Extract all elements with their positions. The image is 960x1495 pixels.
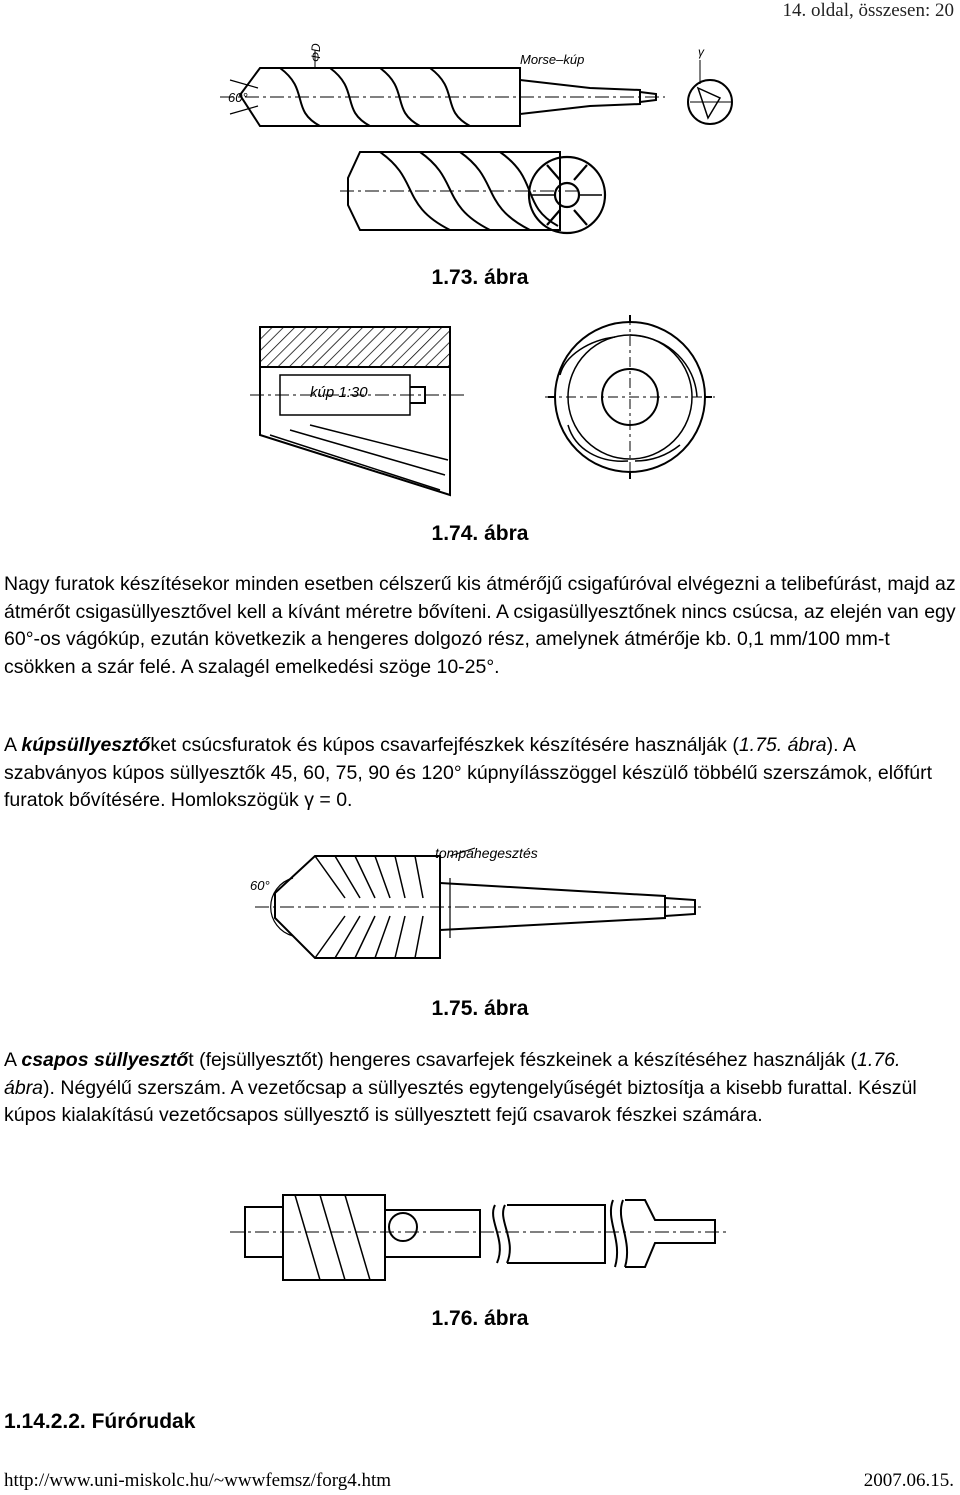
figure-1-76-drawing xyxy=(225,1185,735,1295)
morse-taper-label: Morse–kúp xyxy=(520,52,585,67)
section-heading-furorudak: 1.14.2.2. Fúrórudak xyxy=(4,1410,196,1433)
figure-ref-1-75: 1.75. ábra xyxy=(738,734,827,756)
footer-date: 2007.06.15. xyxy=(863,1470,954,1491)
angle-label: 60° xyxy=(228,90,248,105)
figure-1-73-drawing xyxy=(220,40,740,245)
footer-url[interactable]: http://www.uni-miskolc.hu/~wwwfemsz/forg4.htm xyxy=(4,1470,392,1491)
paragraph-pilot-counterbore: A csapos süllyesztőt (fejsüllyesztőt) hengeres csavarfejek fészkeinek a készítéséhez használják (1.76. ábra). Négyélű szerszám. A vezetőcsap a süllyesztés egytengelyűségét biztosítja a kisebb furattal. Készül kúpos kialakítású vezetőcsapos süllyesztő is süllyesztett fejű csavarok fészkei számára. xyxy=(4,1049,917,1126)
cone-angle-label: 60° xyxy=(250,878,270,893)
keyword-csapos-sullyeszto: csapos süllyesztő xyxy=(21,1049,189,1071)
weld-label: tompahegesztés xyxy=(435,845,538,861)
figure-1-74-drawing xyxy=(250,315,720,515)
keyword-kupsullyeszto: kúpsüllyesztő xyxy=(21,734,151,756)
cone-label: kúp 1:30 xyxy=(310,384,368,401)
paragraph-countersink-intro: Nagy furatok készítésekor minden esetben célszerű kis átmérőjű csigafúróval elvégezni a telibefúrást, majd az átmérőt csigasüllyesztővel kell a kívánt méretre bővíteni. A csigasüllyesztőnek nincs csúcsa, az elején van egy 60°-os vágókúp, ezután következik a hengeres dolgozó rész, amelynek átmérője kb. 0,1 mm/100 mm-t csökken a szár felé. A szalagél emelkedési szöge 10-25°. xyxy=(4,573,956,678)
figure-ref-1-76: 1.76. ábra xyxy=(4,1049,901,1099)
gamma-label: γ xyxy=(698,45,704,59)
figure-1-75-caption: 1.75. ábra xyxy=(431,997,529,1020)
figure-1-75-drawing xyxy=(245,838,705,983)
page-number-header: 14. oldal, összesen: 20 xyxy=(782,0,954,21)
figure-1-73-end-view xyxy=(522,150,612,240)
figure-1-73-caption: 1.73. ábra xyxy=(431,266,529,289)
diameter-label: ΦD xyxy=(309,43,323,62)
figure-1-74-caption: 1.74. ábra xyxy=(431,522,529,545)
paragraph-cone-countersink: A kúpsüllyesztőket csúcsfuratok és kúpos csavarfejfészkek készítésére használják (1.75. ábra). A szabványos kúpos süllyesztők 45, 60, 75, 90 és 120° kúpnyílásszöggel készülő többélű szerszámok, előfúrt furatok bővítésére. Homlokszögük γ = 0. xyxy=(4,734,933,811)
figure-1-76-caption: 1.76. ábra xyxy=(431,1307,529,1330)
